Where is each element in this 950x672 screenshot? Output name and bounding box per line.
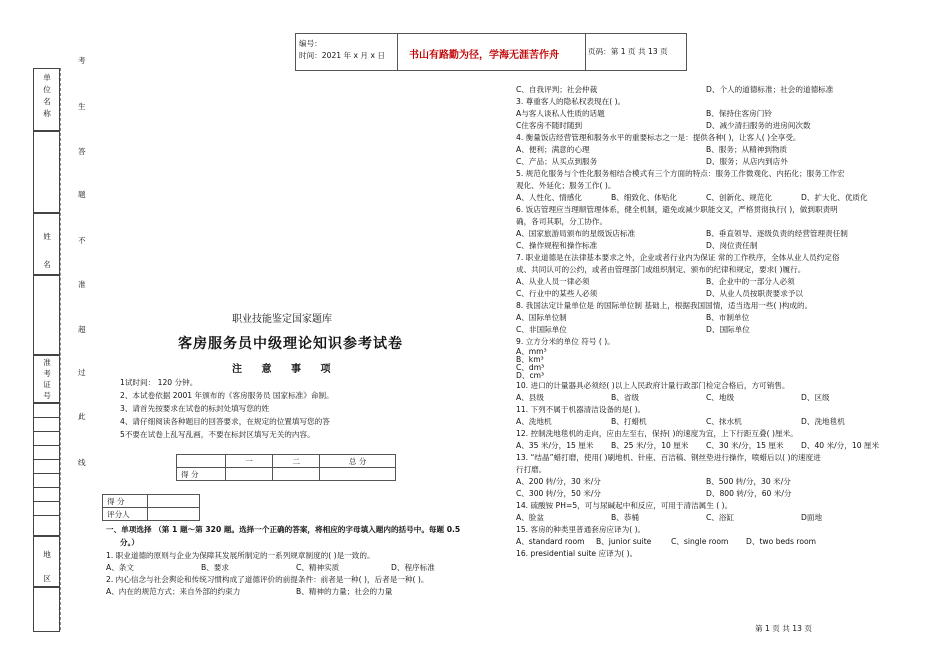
- score-row-label: 得 分: [177, 468, 226, 481]
- warning-char: 线: [78, 458, 86, 467]
- right-questions: [516, 84, 896, 560]
- option: B、精神的力量；社会的力量: [296, 587, 393, 596]
- time-label: 时间：2021 年 x 月 x 日: [299, 51, 385, 60]
- warning-char: 此: [78, 412, 86, 421]
- option: C、非国际单位: [516, 325, 567, 334]
- notice-title: 注 意 事 项: [232, 364, 339, 375]
- option: D、扩大化、优质化: [801, 193, 868, 202]
- ticket-box: [33, 354, 60, 404]
- option: B、细致化、体贴化: [611, 193, 677, 202]
- question-text: 13. “结晶”蜡打磨，使用( )刷地机、针座、百洁稿、钢丝垫进行操作，喷蜡后以( )的速度进: [516, 453, 821, 462]
- unit-char: 单: [43, 73, 51, 82]
- option: C、浴缸: [706, 513, 735, 522]
- question-text: 观化、外延化；服务工作( )。: [516, 181, 616, 190]
- exam-org: 职业技能鉴定国家题库: [232, 314, 332, 325]
- question-text: 4. 衡量饭店经营管理和服务水平的重要标志之一是：提供各种( )，让客人( )全享受。: [516, 133, 801, 142]
- unit-write-box[interactable]: [33, 130, 60, 214]
- grader-cell[interactable]: [148, 508, 200, 521]
- score-corner: [177, 455, 226, 468]
- option: A、国际单位制: [516, 313, 567, 322]
- score-table: [176, 454, 396, 481]
- option: A、国家旅游局颁布的星级饭店标准: [516, 229, 636, 238]
- option: B、打蜡机: [611, 417, 647, 426]
- question-text: 2. 内心信念与社会舆论和传统习惯构成了道德评价的前提条件：前者是一种( )，后者是一种( )。: [106, 575, 429, 584]
- option: D、800 转/分，60 米/分: [706, 489, 792, 498]
- option: C、产品；从买点到服务: [516, 157, 598, 166]
- ticket-char: 号: [43, 391, 51, 400]
- option: D、two beds room: [746, 537, 817, 546]
- ticket-label: [42, 357, 52, 401]
- option: A、standard room: [516, 537, 585, 546]
- region-char: 地: [43, 550, 51, 559]
- warning-char: 考: [78, 56, 86, 65]
- unit-char: 名: [43, 97, 51, 106]
- ticket-char: 证: [43, 380, 51, 389]
- name-label: [42, 223, 52, 279]
- unit-label: [42, 72, 52, 120]
- question-text: 14. 硫酸铵 PH=5，可与尿碱起中和反应，可用于清洁属生 ( )。: [516, 501, 733, 510]
- warning-char: 过: [78, 368, 86, 377]
- option: A、从业人员一律必须: [516, 277, 590, 286]
- warning-char: 准: [78, 280, 86, 289]
- region-box: [33, 536, 60, 588]
- option: A、人性化、情感化: [516, 193, 582, 202]
- grader-score-cell[interactable]: [148, 495, 200, 508]
- code-label: 编号：: [299, 39, 322, 48]
- question-text: 5. 规范化服务与个性化服务相结合模式有三个方面的特点：服务工作微观化、内拓化；服务工作宏: [516, 169, 845, 178]
- option: B、要求: [201, 563, 229, 572]
- region-char: 区: [43, 574, 51, 583]
- question-text: 成、共同认可的公约，或者由管理部门或组织制定、颁布的纪律和规定，要求( )履行。: [516, 265, 806, 274]
- option: D、岗位责任制: [706, 241, 758, 250]
- option: A与客人谈私人性质的话题: [516, 109, 605, 118]
- header-page-cell: [585, 34, 686, 70]
- ticket-char: 考: [43, 369, 51, 378]
- warning-char: 不: [78, 236, 86, 245]
- header-box: [295, 33, 687, 71]
- option: B、市制单位: [706, 313, 750, 322]
- question-text: 12. 控制洗地毯机的走向，应由左至右，保持( )的速度为宜，上下行距互叠( )厘米。: [516, 429, 798, 438]
- option: B、500 转/分，30 米/分: [706, 477, 791, 486]
- option: D、程序标准: [391, 563, 435, 572]
- option: C、地级: [706, 393, 735, 402]
- question-text: A、mm³: [516, 347, 547, 356]
- notice-3: 3、请首先按要求在试卷的标封处填写您的姓: [120, 404, 270, 413]
- option: A、200 转/分，30 米/分: [516, 477, 601, 486]
- option: A、条文: [106, 563, 134, 572]
- question-text: 8. 我国法定计量单位是 的国际单位制 基础上，根据我国国情，适当选用一些( )构成的。: [516, 301, 813, 310]
- score-header: 二: [273, 455, 320, 468]
- ticket-char: 准: [43, 358, 51, 367]
- option: A、洗地机: [516, 417, 552, 426]
- warning-char: 题: [78, 190, 86, 199]
- option: C、300 转/分，50 米/分: [516, 489, 601, 498]
- question-text: 7. 职业道德是在法律基本要求之外，企业或者行业内为保证 常的工作秩序，全体从业人员约定俗: [516, 253, 840, 262]
- score-cell[interactable]: [226, 468, 273, 481]
- option: C、抹水机: [706, 417, 742, 426]
- grader-table: [102, 494, 200, 521]
- question-text: 1. 职业道德的原则与企业为保障其发展所制定的一系列规章制度的( )是一致的。: [106, 551, 375, 560]
- option: C、30 米/分，15 厘米: [706, 441, 784, 450]
- region-label: [42, 543, 52, 591]
- option-row: [106, 562, 496, 574]
- option: C、自我评判；社会仲裁: [516, 85, 598, 94]
- option: B、垂直领导、逐级负责的经营管理责任制: [706, 229, 848, 238]
- option: B、服务；从精神到物质: [706, 145, 788, 154]
- option: C住客房不随时随到: [516, 121, 583, 130]
- score-cell[interactable]: [320, 468, 396, 481]
- question-text: D、cm³: [516, 371, 545, 380]
- score-cell[interactable]: [273, 468, 320, 481]
- name-char: 名: [43, 260, 51, 269]
- header-meta: [296, 34, 398, 70]
- option: B、保持住客房门铃: [706, 109, 772, 118]
- grader-label: 评分人: [103, 508, 148, 521]
- option: A、内在的规范方式；来自外部的约束力: [106, 587, 241, 596]
- motto: 书山有路勤为径，学海无涯苦作舟: [409, 50, 559, 61]
- score-header: 总 分: [320, 455, 396, 468]
- warning-char: 超: [78, 325, 86, 334]
- question-text: C、dm³: [516, 363, 545, 372]
- option: D、国际单位: [706, 325, 750, 334]
- option: C、行业中的某些人必须: [516, 289, 598, 298]
- option: D、40 米/分，10 厘米: [801, 441, 880, 450]
- score-header: 一: [226, 455, 273, 468]
- grader-score-label: 得 分: [103, 495, 148, 508]
- exam-title: 客房服务员中级理论知识参考试卷: [178, 336, 403, 352]
- warning-char: 生: [78, 102, 86, 111]
- option: D、从业人员按职责要求予以: [706, 289, 803, 298]
- unit-char: 称: [43, 109, 51, 118]
- question-text: 10. 进口的计量器具必须经( )以上人民政府计量行政部门检定合格后，方可销售。: [516, 381, 790, 390]
- option: B、25 米/分，10 厘米: [611, 441, 689, 450]
- option: B、企业中的一部分人必须: [706, 277, 795, 286]
- unit-char: 位: [43, 85, 51, 94]
- notice-2: 2、本试卷依据 2001 年颁布的《客房服务员 国家标准》命制。: [120, 391, 334, 400]
- option: B、恭桶: [611, 513, 639, 522]
- question-text: 6. 饭店管理应当理顺管理体系，健全机制，避免或减少职能交叉，严格贯彻执行( )，做到职责明: [516, 205, 838, 214]
- question-text: 9. 立方分米的单位 符号 ( )。: [516, 337, 615, 346]
- option: D、区级: [801, 393, 830, 402]
- ticket-write-box[interactable]: [33, 402, 60, 536]
- region-write-box[interactable]: [33, 586, 60, 632]
- option: A、便利；满意的心理: [516, 145, 590, 154]
- question-text: 行打磨。: [516, 465, 547, 474]
- question-text: 15. 客房的种类里普通套房应译为( )。: [516, 525, 646, 534]
- name-box: [33, 212, 60, 276]
- header-motto-cell: [397, 34, 586, 70]
- name-char: 姓: [43, 232, 51, 241]
- option: D、减少清扫服务的进房间次数: [706, 121, 811, 130]
- notice-1: 1试时间： 120 分钟。: [120, 378, 198, 387]
- section1-title-tail: 分。）: [120, 538, 139, 547]
- question-text: 确，各司其职，分工协作。: [516, 217, 608, 226]
- option: D、服务；从店内到店外: [706, 157, 788, 166]
- option: A、35 米/分，15 厘米: [516, 441, 594, 450]
- section1-title: 一、单项选择 （第 1 题～第 320 题。选择一个正确的答案，将相应的字母填入题内的括号中。每题 0.5: [106, 525, 461, 534]
- question-text: 11. 下列不属于机器清洁设备的是( )。: [516, 405, 646, 414]
- option: B、省级: [611, 393, 639, 402]
- option: B、junior suite: [596, 537, 652, 546]
- unit-box: [33, 68, 60, 132]
- option: C、single room: [671, 537, 729, 546]
- notice-4: 4、请仔细阅读各种题目的回答要求，在规定的位置填写您的答: [120, 417, 330, 426]
- option-row: [106, 586, 496, 598]
- option: D、个人的道德标准；社会的道德标准: [706, 85, 834, 94]
- option: A、脸盆: [516, 513, 544, 522]
- footer-page: 第 1 页 共 13 页: [755, 624, 812, 633]
- left-questions: [106, 550, 496, 598]
- question-text: 16. presidential suite 应译为( )。: [516, 549, 638, 558]
- option: C、操作规程和操作标准: [516, 241, 598, 250]
- option: C、创新化、规范化: [706, 193, 773, 202]
- option: D面地: [801, 513, 823, 522]
- option: D、洗地毯机: [801, 417, 845, 426]
- name-write-box[interactable]: [33, 274, 60, 356]
- warning-char: 答: [78, 147, 86, 156]
- question-text: B、km³: [516, 355, 544, 364]
- option: A、县级: [516, 393, 544, 402]
- binding-line: [60, 68, 61, 630]
- question-text: 3. 尊重客人的隐私权表现在( )。: [516, 97, 626, 106]
- notice-5: 5不要在试卷上乱写乱画，不要在标封区填写无关的内容。: [120, 430, 315, 439]
- option: C、精神实质: [296, 563, 340, 572]
- page-label: 页码：第 1 页 共 13 页: [588, 47, 668, 56]
